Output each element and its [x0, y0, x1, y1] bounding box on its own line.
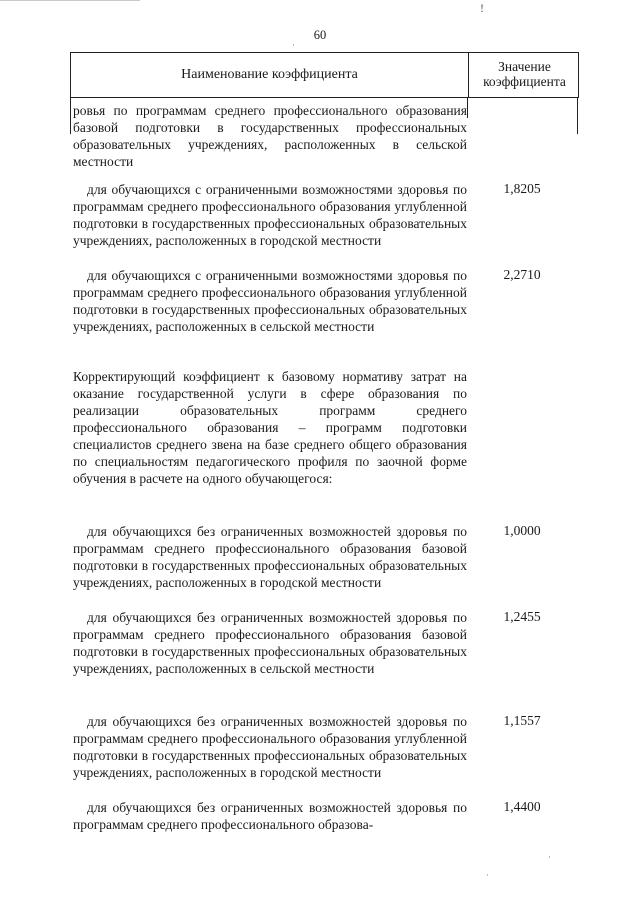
- section-heading-correction-coefficient: Корректирующий коэффициент к базовому нормативу затрат на оказание государственной услуги в сфере образования по реализации образовательных программ среднего профессионального образования – программ подготовки специалистов среднего звена на базе среднего общего образования по специальностям педагогического профиля по заочной форме обучения в расчете на одного обучающегося:: [73, 369, 467, 486]
- row-value-no-limit-basic-rural: 1,2455: [503, 609, 541, 624]
- row-text-no-limit-basic-urban: для обучающихся без ограниченных возможностей здоровья по программам среднего профессионального образования базовой подготовки в государственных профессиональных образовательных учреждениях, расположенных в городской местности: [73, 524, 467, 590]
- corner-mark: !: [480, 1, 484, 15]
- row-text-continuation: ровья по программам среднего профессионального образования базовой подготовки в государственных профессиональных образовательных учреждениях, расположенных в сельской местности: [73, 103, 467, 169]
- row-value-limited-deep-urban: 1,8205: [503, 181, 541, 196]
- header-name-column: Наименование коэффициента: [181, 67, 358, 82]
- header-value-line1: Значение: [498, 59, 551, 74]
- scan-edge-line: [0, 0, 140, 1]
- row-text-no-limit-basic-rural: для обучающихся без ограниченных возможностей здоровья по программам среднего профессионального образования базовой подготовки в государственных профессиональных образовательных учреждениях, расположенных в сельской местности: [73, 610, 467, 676]
- header-value-line2: коэффициента: [483, 74, 566, 89]
- table-right-border: [577, 98, 578, 134]
- table-header: [70, 52, 579, 98]
- row-value-no-limit-deep-rural: 1,4400: [503, 799, 541, 814]
- row-text-no-limit-deep-rural: для обучающихся без ограниченных возможностей здоровья по программам среднего профессионального образова-: [73, 800, 467, 832]
- page-number: 60: [313, 28, 327, 42]
- scan-speck: ·: [486, 870, 489, 880]
- header-divider: [468, 53, 469, 97]
- row-value-limited-deep-rural: 2,2710: [503, 267, 541, 282]
- scan-speck: ·: [292, 40, 295, 50]
- row-value-no-limit-deep-urban: 1,1557: [503, 713, 541, 728]
- row-text-limited-deep-urban: для обучающихся с ограниченными возможностями здоровья по программам среднего профессионального образования углубленной подготовки в государственных профессиональных образовательных учреждениях, расположенных в городской местности: [73, 182, 467, 248]
- header-value-column: [471, 59, 578, 89]
- scan-speck: ·: [548, 852, 551, 862]
- row-text-limited-deep-rural: для обучающихся с ограниченными возможностями здоровья по программам среднего профессионального образования углубленной подготовки в государственных профессиональных образовательных учреждениях, расположенных в сельской местности: [73, 268, 467, 334]
- table-left-border: [70, 98, 71, 134]
- row-text-no-limit-deep-urban: для обучающихся без ограниченных возможностей здоровья по программам среднего профессионального образования углубленной подготовки в государственных профессиональных образовательных учреждениях, расположенных в городской местности: [73, 714, 467, 780]
- row-value-no-limit-basic-urban: 1,0000: [503, 523, 541, 538]
- table-column-border: [467, 98, 468, 118]
